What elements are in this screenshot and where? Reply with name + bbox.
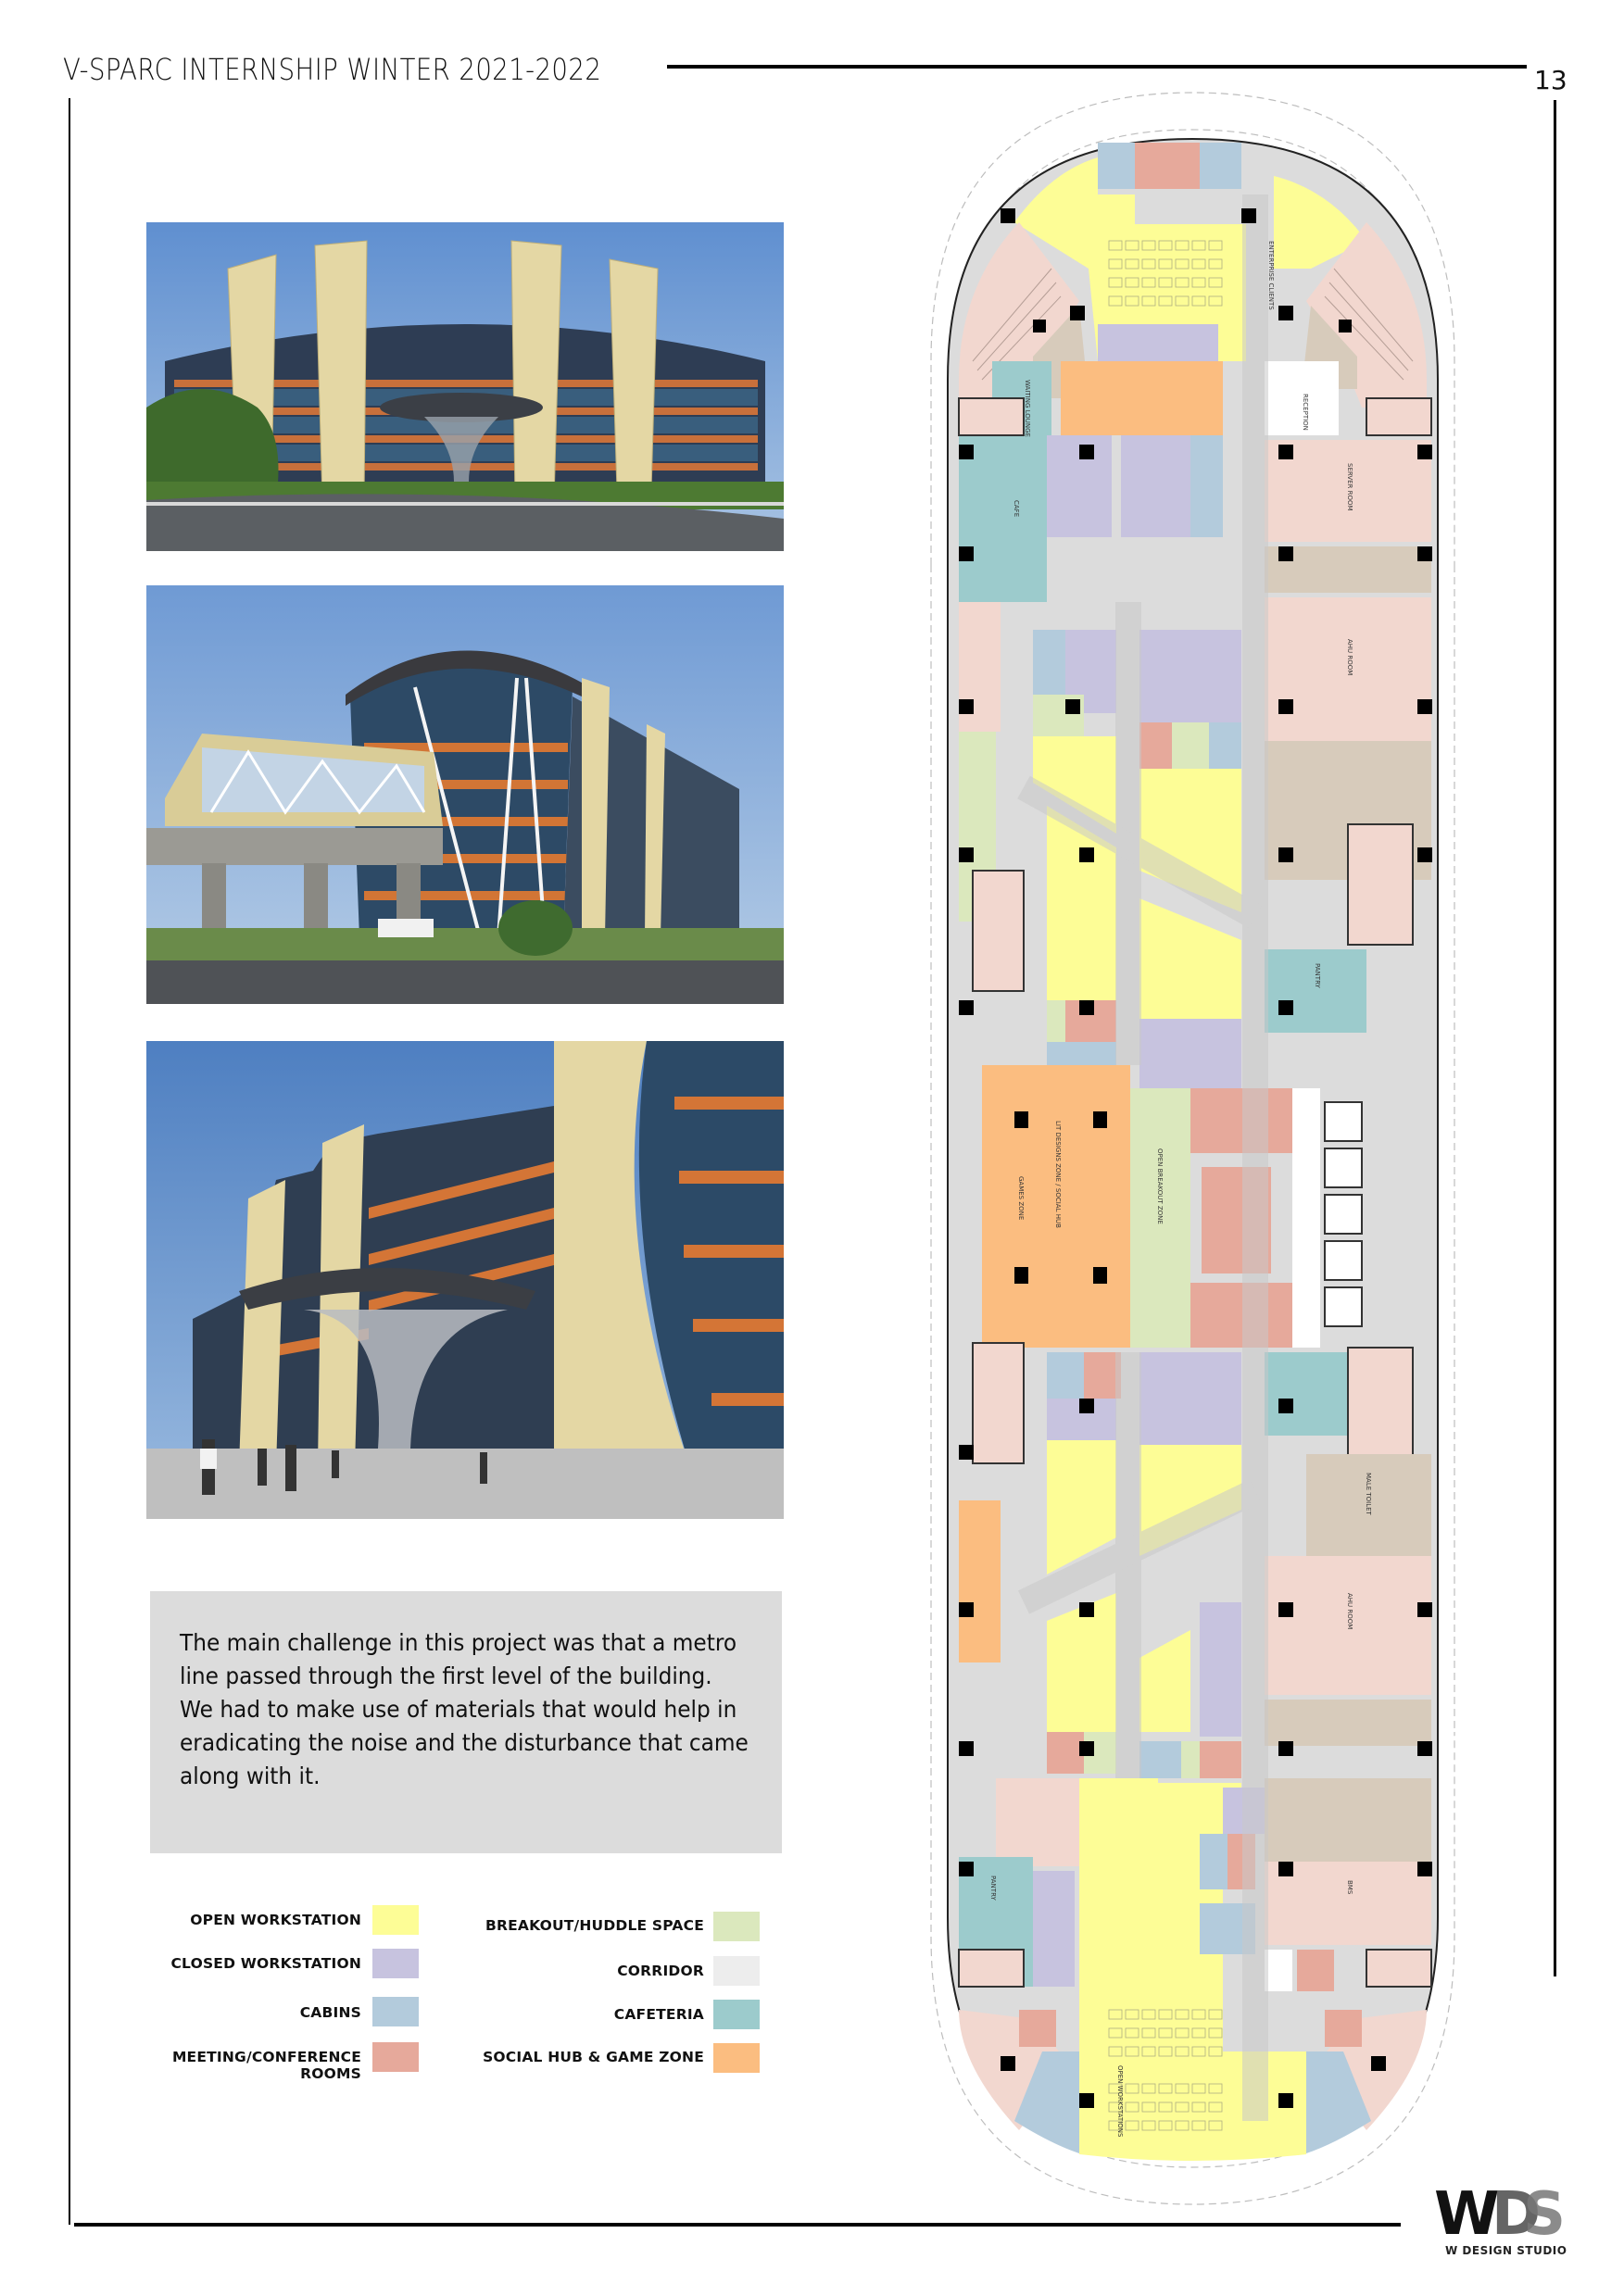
legend-swatch-closed-workstation: [372, 1949, 419, 1978]
legend-label-corridor: CORRIDOR: [617, 1963, 704, 1979]
legend-swatch-open-workstation: [372, 1905, 419, 1935]
label-reception: RECEPTION: [1302, 394, 1309, 431]
right-border-rule: [1554, 100, 1556, 1976]
label-pantry: PANTRY: [1314, 963, 1321, 988]
page-header-title: V-SPARC INTERNSHIP WINTER 2021-2022: [63, 52, 602, 87]
legend-swatch-corridor: [713, 1956, 760, 1986]
building-entrance-canopy-photo: [146, 1041, 784, 1519]
label-cafe: CAFE: [1013, 500, 1020, 518]
description-paragraph-1: The main challenge in this project was that a metro line passed through the first level of the building.: [180, 1629, 737, 1689]
label-breakout-zone: OPEN BREAKOUT ZONE: [1156, 1148, 1164, 1224]
label-social-hub: LIT DESIGNS ZONE / SOCIAL HUB: [1054, 1121, 1062, 1228]
logo-mark-w: W: [1434, 2180, 1494, 2249]
label-ahu-room: AHU ROOM: [1346, 639, 1353, 676]
legend-label-social-hub: SOCIAL HUB & GAME ZONE: [483, 2049, 704, 2065]
label-games-zone: GAMES ZONE: [1017, 1176, 1025, 1221]
label-pantry-2: PANTRY: [989, 1876, 997, 1901]
label-waiting-lounge: WAITING LOUNGE: [1024, 380, 1031, 437]
footer-rule: [74, 2223, 1401, 2227]
legend-swatch-breakout: [713, 1912, 760, 1941]
page-number: 13: [1534, 65, 1567, 95]
description-paragraph-2: We had to make use of materials that would help in eradicating the noise and the disturbance that came along with it.: [180, 1696, 749, 1789]
label-open-workstations: OPEN WORKSTATIONS: [1116, 2065, 1124, 2138]
header-rule: [667, 65, 1527, 69]
project-description-box: [150, 1591, 782, 1853]
legend-swatch-social-hub: [713, 2043, 760, 2073]
building-metro-bridge-photo: [146, 585, 784, 1004]
legend-label-meeting-rooms: MEETING/CONFERENCE ROOMS: [171, 2049, 361, 2082]
building-front-view-photo: [146, 222, 784, 551]
legend-swatch-cabins: [372, 1997, 419, 2026]
label-bms: BMS: [1346, 1880, 1353, 1895]
legend-swatch-cafeteria: [713, 2000, 760, 2029]
legend-label-cabins: CABINS: [299, 2004, 361, 2021]
legend-label-open-workstation: OPEN WORKSTATION: [190, 1912, 361, 1928]
logo-mark-d: D: [1492, 2180, 1536, 2249]
label-ahu-room-2: AHU ROOM: [1346, 1593, 1353, 1630]
legend-label-breakout: BREAKOUT/HUDDLE SPACE: [485, 1917, 704, 1934]
label-male-toilet: MALE TOILET: [1365, 1473, 1372, 1515]
floor-plan-drawing: [903, 83, 1482, 2214]
logo-mark-s: S: [1523, 2180, 1567, 2249]
logo-caption: W DESIGN STUDIO: [1445, 2244, 1567, 2257]
label-server-room: SERVER ROOM: [1346, 463, 1353, 511]
label-enterprise-clients: ENTERPRISE CLIENTS: [1267, 241, 1275, 310]
legend-swatch-meeting-rooms: [372, 2042, 419, 2072]
legend-label-cafeteria: CAFETERIA: [613, 2006, 704, 2023]
left-border-rule: [69, 98, 70, 2225]
legend-label-closed-workstation: CLOSED WORKSTATION: [170, 1955, 361, 1972]
